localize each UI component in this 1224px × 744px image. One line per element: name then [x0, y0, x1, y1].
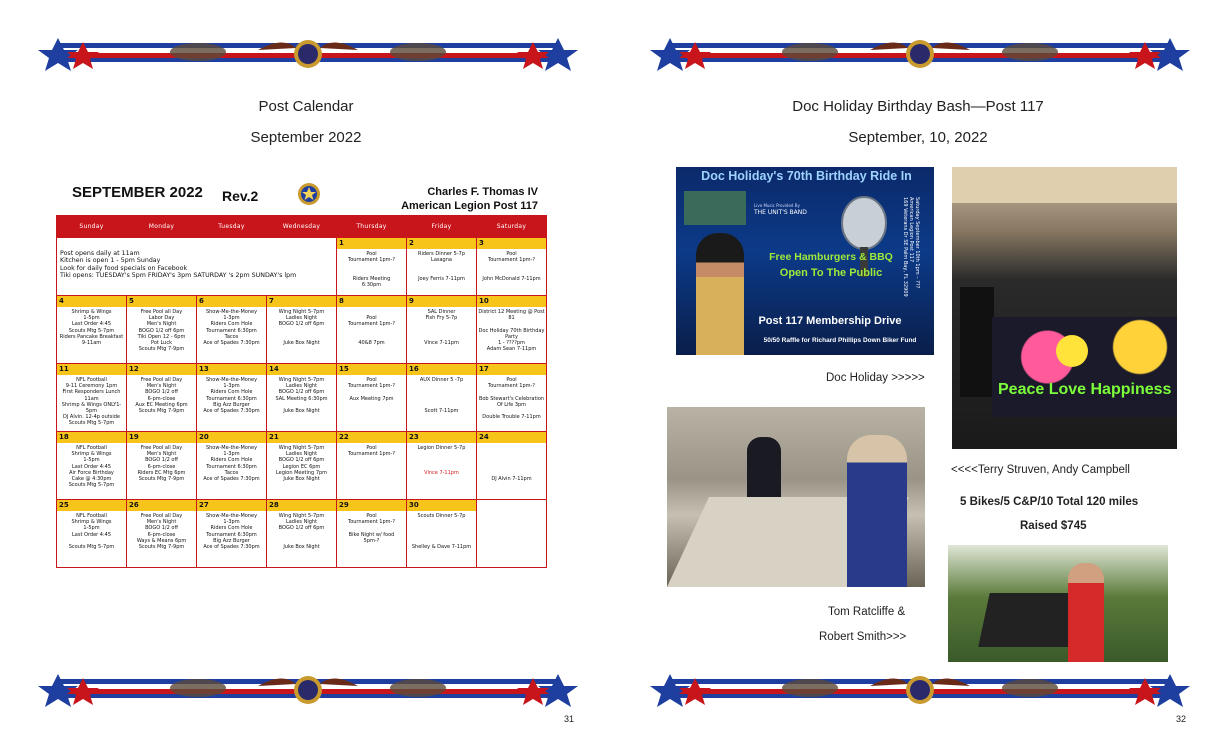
calendar-day-cell: [407, 432, 477, 500]
event-line: Free Pool all Day: [140, 377, 183, 383]
event-line: Tiki Open 12 - 6pm: [137, 333, 186, 340]
event-line: 1-5pm: [83, 525, 100, 532]
event-line: Scott 7-11pm: [424, 408, 459, 415]
event-line: Riders Corn Hole: [210, 457, 253, 464]
day-number: 21: [267, 432, 336, 443]
note-line: Post opens daily at 11am: [60, 250, 140, 257]
event-line: BOGO 1/2 off 6pm: [278, 321, 325, 328]
event-line: Pool: [506, 251, 517, 257]
event-line: BOGO 1/2 off: [145, 525, 178, 532]
calendar-day-cell: [127, 296, 197, 364]
calendar-day-cell: [267, 500, 337, 568]
banner-graphic: [38, 664, 578, 714]
caption-names: <<<<Terry Struven, Andy Campbell: [951, 464, 1130, 476]
peace-love-banner: [992, 317, 1177, 417]
event-line: Labor Day: [148, 315, 175, 322]
event-line: Men's Night: [146, 451, 177, 458]
day-number: 17: [477, 364, 546, 375]
event-line: Juke Box Night: [283, 544, 320, 551]
day-number: 15: [337, 364, 406, 375]
post-org: American Legion Post 117: [401, 200, 538, 212]
event-line: Legion EC 6pm: [282, 463, 321, 470]
day-events: [197, 375, 266, 431]
day-events: [337, 511, 406, 567]
event-line: Aux EC Meeting 6pm: [135, 401, 188, 408]
event-line: Pool: [366, 377, 377, 383]
legion-emblem-icon: [297, 182, 321, 206]
calendar-body: [57, 238, 547, 568]
event-line: Scouts Mtg 7-9pm: [138, 476, 185, 483]
flyer-band: THE UNIT'S BAND: [754, 209, 807, 216]
calendar-day-cell: [197, 296, 267, 364]
calendar-day-cell: [477, 238, 547, 296]
event-line: Tournament 6:30pm: [206, 395, 257, 402]
event-line: NFL Football: [76, 513, 107, 519]
event-line: Riders Meeting: [352, 275, 391, 282]
day-events: [57, 511, 126, 567]
flyer-heading: Doc Holiday's 70th Birthday Ride In: [701, 169, 912, 183]
event-line: Riders Corn Hole: [210, 389, 253, 396]
day-events: [127, 443, 196, 499]
calendar-day-cell: [337, 432, 407, 500]
banner-graphic: [650, 664, 1190, 714]
calendar-week-row: [57, 432, 547, 500]
calendar-day-cell: [337, 364, 407, 432]
smiley-icon: [1056, 335, 1088, 367]
event-line: Riders Corn Hole: [210, 525, 253, 532]
event-line: Free Pool all Day: [140, 309, 183, 315]
calendar-day-cell: [477, 296, 547, 364]
event-line: NFL Football: [76, 445, 107, 451]
calendar-day-cell: [127, 500, 197, 568]
calendar-week-row: [57, 500, 547, 568]
event-line: Tournament 6:30pm: [206, 327, 257, 334]
event-line: Scouts Mtg 5-7pm: [68, 420, 115, 427]
day-number: 30: [407, 500, 476, 511]
day-number: 1: [337, 238, 406, 249]
day-header: Sunday: [57, 216, 127, 238]
flyer-drive: Post 117 Membership Drive: [758, 315, 902, 327]
event-line: Double Trouble 7-11pm: [482, 414, 541, 421]
event-line: BOGO 1/2 off: [145, 389, 178, 396]
cook-man: [1068, 563, 1104, 662]
event-line: Air Force Birthday: [69, 469, 114, 476]
patriotic-banner-bottom-left: [38, 664, 578, 714]
event-line: Ace of Spades 7:30pm: [203, 476, 260, 483]
event-line: Ace of Spades 7:30pm: [203, 340, 260, 347]
event-line: Shrimp & Wings: [71, 519, 112, 526]
event-line: Riders Corn Hole: [210, 321, 253, 328]
event-line: Ladies Night: [285, 383, 318, 390]
event-line: Last Order 4:45: [71, 321, 112, 328]
day-header: Tuesday: [197, 216, 267, 238]
day-number: 2: [407, 238, 476, 249]
note-line: Kitchen is open 1 - 5pm Sunday: [60, 257, 161, 265]
day-events: [407, 443, 476, 499]
event-line: BOGO 1/2 off 6pm: [278, 389, 325, 396]
calendar-day-cell: [197, 500, 267, 568]
day-events: [477, 307, 546, 363]
day-events: [337, 375, 406, 431]
buffet-photo: [667, 407, 925, 587]
day-number: 16: [407, 364, 476, 375]
birthday-flyer: [676, 167, 934, 355]
calendar-week-row: [57, 238, 547, 296]
note-line: Tiki opens: TUESDAY's 5pm FRIDAY's 3pm SATURDAY 's 2pm SUNDAY's lpm: [60, 272, 297, 280]
event-line: Bob Stewart's Celebration: [478, 395, 545, 402]
day-events: [127, 511, 196, 567]
event-line: Vince 7-11pm: [424, 469, 459, 476]
calendar-revision: Rev.2: [222, 188, 259, 204]
event-line: Cake @ 4:30pm: [71, 476, 112, 483]
event-line: Party: [505, 333, 518, 340]
event-line: BOGO 1/2 off 6pm: [278, 525, 325, 532]
event-line: 6-pm-close: [147, 395, 176, 402]
right-page-title: Doc Holiday Birthday Bash—Post 117: [792, 98, 1044, 115]
calendar-week-row: [57, 296, 547, 364]
calendar-day-cell: [477, 364, 547, 432]
event-line: 6:30pm: [361, 282, 382, 289]
event-line: Joey Ferris 7-11pm: [418, 275, 465, 282]
day-events: [197, 443, 266, 499]
calendar-month: SEPTEMBER 2022: [72, 184, 203, 201]
event-line: Scouts Mtg 7-9pm: [138, 346, 185, 353]
event-line: Of Life 3pm: [496, 401, 527, 408]
event-line: Wing Night 5-7pm: [278, 309, 325, 315]
event-line: Tacos: [224, 333, 239, 340]
event-line: Men's Night: [146, 383, 177, 390]
calendar-day-cell: [407, 238, 477, 296]
calendar-day-cell: [267, 296, 337, 364]
flyer-food-line2: Open To The Public: [779, 267, 883, 279]
event-line: Shrimp & Wings: [71, 309, 112, 315]
day-number: 11: [57, 364, 126, 375]
event-line: Scouts Mtg 7-9pm: [138, 544, 185, 551]
event-line: Ace of Spades 7:30pm: [203, 544, 260, 551]
day-number: 29: [337, 500, 406, 511]
event-line: Ways & Means 6pm: [136, 537, 187, 544]
day-header: Friday: [407, 216, 477, 238]
right-page-subtitle: September, 10, 2022: [848, 129, 988, 146]
caption-doc-holiday: Doc Holiday >>>>>: [826, 372, 925, 384]
day-events: [477, 375, 546, 431]
flyer-side-line3: 169 Veterans Dr SE Palm Bay, FL 32909: [902, 197, 908, 297]
band-stage-photo: [952, 167, 1177, 449]
event-line: Tournament 1pm-?: [348, 519, 395, 526]
event-line: BOGO 1/2 off 6pm: [278, 457, 325, 464]
caption-tom: Tom Ratcliffe &: [828, 606, 906, 618]
event-line: 81: [508, 315, 515, 322]
patriotic-banner-top-right: [650, 28, 1190, 78]
calendar-day-cell: [407, 500, 477, 568]
calendar-day-cell: [407, 296, 477, 364]
event-line: 1-5pm: [83, 457, 100, 464]
event-line: Vince 7-11pm: [424, 340, 459, 347]
calendar-day-cell: [57, 432, 127, 500]
event-line: Juke Box Night: [283, 476, 320, 483]
event-line: Aux Meeting 7pm: [349, 395, 394, 402]
event-line: Shelley & Dave 7-11pm: [411, 544, 472, 551]
day-number: 6: [197, 296, 266, 307]
event-line: Pot Luck: [151, 340, 172, 347]
day-number: 8: [337, 296, 406, 307]
day-number: 18: [57, 432, 126, 443]
calendar-day-cell: [477, 432, 547, 500]
stage-speaker: [960, 287, 994, 397]
banner-graphic: [38, 28, 578, 78]
day-events: [57, 443, 126, 499]
tent-canopy: [952, 167, 1177, 203]
calendar-day-cell: [57, 296, 127, 364]
event-line: Pool: [366, 251, 377, 257]
event-line: Pool: [366, 445, 377, 451]
day-number: 26: [127, 500, 196, 511]
day-header: Monday: [127, 216, 197, 238]
event-line: Scouts Mtg 5-7pm: [68, 482, 115, 489]
event-line: Pool: [366, 513, 377, 519]
calendar-day-cell: [57, 364, 127, 432]
day-number: 23: [407, 432, 476, 443]
day-events: [407, 511, 476, 567]
event-line: Riders EC Mtg 6pm: [137, 469, 186, 476]
day-header: Wednesday: [267, 216, 337, 238]
event-line: Juke Box Night: [283, 408, 320, 415]
day-events: [127, 307, 196, 363]
day-number: 28: [267, 500, 336, 511]
day-events: [267, 443, 336, 499]
event-line: Ladies Night: [285, 451, 318, 458]
note-line: Look for daily food specials on Facebook: [60, 264, 188, 272]
event-line: 6-pm-close: [147, 531, 176, 538]
day-header-row: [57, 216, 547, 238]
day-number: 19: [127, 432, 196, 443]
banner-graphic: [650, 28, 1190, 78]
patriotic-banner-top-left: [38, 28, 578, 78]
event-line: Scouts Mtg 7-9pm: [138, 408, 185, 415]
event-line: Show-Me-the-Money: [205, 377, 258, 383]
day-events: [407, 375, 476, 431]
day-events: [267, 511, 336, 567]
event-line: 9-11am: [81, 340, 102, 347]
event-line: Last Order 4:45: [71, 531, 112, 538]
day-number: 7: [267, 296, 336, 307]
event-line: Tournament 1pm-?: [488, 257, 535, 264]
event-line: Doc Holiday 70th Birthday: [478, 327, 545, 334]
event-line: Wing Night 5-7pm: [278, 513, 325, 519]
event-line: Ace of Spades 7:30pm: [203, 408, 260, 415]
event-line: Tournament 6:30pm: [206, 463, 257, 470]
event-line: SAL Meeting 6:30pm: [275, 395, 328, 402]
grill-photo: [948, 545, 1168, 662]
left-page-title: Post Calendar: [258, 98, 354, 115]
day-events: [267, 307, 336, 363]
event-line: Big Azz Burger: [213, 401, 250, 408]
event-line: SAL Dinner: [427, 309, 456, 315]
flyer-side-line1: Saturday September 10th 1pm – ???: [914, 197, 920, 289]
event-line: 40&8 7pm: [358, 340, 385, 347]
band-photo: [684, 191, 746, 225]
day-events: [127, 375, 196, 431]
banner-slogan: Peace Love Happiness: [998, 381, 1172, 398]
event-line: Shrimp & Wings ONLY1-5pm: [61, 401, 122, 415]
event-line: Tournament 1pm-?: [348, 257, 395, 264]
calendar-notes: [57, 238, 337, 296]
event-line: Tournament 1pm-?: [488, 383, 535, 390]
left-page-subtitle: September 2022: [250, 129, 362, 146]
day-number: 5: [127, 296, 196, 307]
event-line: 1 - ????pm: [498, 340, 525, 347]
day-number: 13: [197, 364, 266, 375]
event-line: 9-11 Ceremony 1pm: [65, 383, 118, 390]
event-line: Lasagna: [431, 257, 452, 264]
event-line: Tournament 1pm-?: [348, 321, 395, 328]
patriotic-banner-bottom-right: [650, 664, 1190, 714]
event-line: Scouts Dinner 5-7p: [417, 513, 466, 519]
calendar-day-cell: [267, 364, 337, 432]
calendar-header: [56, 180, 546, 216]
calendar-week-row: [57, 364, 547, 432]
man-in-flag-shirt: [847, 435, 907, 587]
day-number: 9: [407, 296, 476, 307]
calendar-day-cell: [337, 500, 407, 568]
day-number: 27: [197, 500, 266, 511]
event-line: Riders Pancake Breakfast: [59, 333, 124, 340]
caption-raised: Raised $745: [1020, 520, 1087, 532]
day-number: 12: [127, 364, 196, 375]
event-line: Show-Me-the-Money: [205, 445, 258, 451]
day-events: [407, 249, 476, 295]
day-events: [197, 307, 266, 363]
day-events: [57, 375, 126, 431]
day-events: [267, 375, 336, 431]
event-line: Bike Night w/ food: [348, 531, 395, 538]
event-line: NFL Football: [76, 377, 107, 383]
day-events: [337, 443, 406, 499]
day-number: 14: [267, 364, 336, 375]
flyer-side-line2: American Legion Post 117: [908, 197, 914, 263]
event-line: Ladies Night: [285, 519, 318, 526]
day-number: 20: [197, 432, 266, 443]
day-number: 22: [337, 432, 406, 443]
event-line: First Responders Lunch: [62, 389, 121, 396]
event-line: Scouts Mtg 5-7pm: [68, 327, 115, 334]
flyer-side-text: [902, 197, 928, 327]
page-number-right: 32: [1176, 714, 1187, 724]
event-line: Shrimp & Wings: [71, 451, 112, 458]
event-line: Big Azz Burger: [213, 537, 250, 544]
event-line: BOGO 1/2 off: [145, 457, 178, 464]
event-line: 1-3pm: [223, 315, 240, 322]
post-name: Charles F. Thomas IV: [427, 186, 538, 198]
calendar-day-cell: [267, 432, 337, 500]
calendar-table: [56, 215, 547, 568]
event-line: 1-5pm: [83, 315, 100, 322]
event-line: 1-3pm: [223, 451, 240, 458]
event-line: Show-Me-the-Money: [205, 513, 258, 519]
flyer-band-small: Live Music Provided By: [754, 203, 800, 208]
event-line: Tournament 1pm-?: [348, 451, 395, 458]
caption-robert: Robert Smith>>>: [819, 631, 907, 643]
calendar-day-cell: [127, 364, 197, 432]
event-line: Free Pool all Day: [140, 513, 183, 519]
event-line: Wing Night 5-7pm: [278, 445, 325, 451]
event-line: BOGO 1/2 off 6pm: [138, 327, 185, 334]
event-line: Riders Dinner 5-7p: [417, 251, 465, 257]
day-number: 3: [477, 238, 546, 249]
event-line: DJ Alvin. 12-4p outside: [63, 414, 120, 421]
calendar-empty-cell: [477, 500, 547, 568]
event-line: Ladies Night: [285, 315, 318, 322]
event-line: Juke Box Night: [283, 340, 320, 347]
calendar-day-cell: [407, 364, 477, 432]
event-line: Men's Night: [146, 519, 177, 526]
flyer-raffle: 50/50 Raffle for Richard Phillips Down Biker Fund: [763, 337, 917, 344]
day-events: [57, 307, 126, 363]
page-number-left: 31: [564, 714, 575, 724]
event-line: Pool: [506, 377, 517, 383]
doc-holiday-figure: [696, 233, 744, 355]
right-page: [612, 0, 1224, 744]
event-line: 11am: [84, 395, 99, 402]
event-line: Scouts Mtg 5-7pm: [68, 544, 115, 551]
event-line: 1-3pm: [223, 383, 240, 390]
calendar-day-cell: [57, 500, 127, 568]
caption-bikes: 5 Bikes/5 C&P/10 Total 120 miles: [960, 496, 1139, 508]
day-header: Saturday: [477, 216, 547, 238]
day-number: 4: [57, 296, 126, 307]
event-line: District 12 Meeting @ Post: [478, 309, 545, 315]
event-line: Show-Me-the-Money: [205, 309, 258, 315]
event-line: Last Order 4:45: [71, 463, 112, 470]
calendar-day-cell: [127, 432, 197, 500]
day-events: [477, 249, 546, 295]
day-events: [477, 443, 546, 499]
event-line: 1-3pm: [223, 519, 240, 526]
event-line: 6-pm-close: [147, 463, 176, 470]
calendar-day-cell: [337, 296, 407, 364]
flyer-food-line1: Free Hamburgers & BBQ: [769, 251, 893, 263]
event-line: AUX Dinner 5 -7p: [419, 377, 464, 383]
calendar-day-cell: [197, 364, 267, 432]
day-events: [337, 249, 406, 295]
event-line: Men's Night: [146, 321, 177, 328]
server-woman: [747, 437, 781, 497]
event-line: Tournament 1pm-?: [348, 383, 395, 390]
event-line: John McDonald 7-11pm: [482, 275, 541, 282]
event-line: Pool: [366, 315, 377, 322]
day-events: [197, 511, 266, 567]
day-events: [337, 307, 406, 363]
event-line: Free Pool all Day: [140, 445, 183, 451]
event-line: Fish Fry 5-7p: [425, 315, 458, 322]
day-events: [407, 307, 476, 363]
event-line: 5pm-?: [363, 537, 380, 544]
day-number: 10: [477, 296, 546, 307]
day-number: 25: [57, 500, 126, 511]
calendar-day-cell: [337, 238, 407, 296]
event-line: Tacos: [224, 469, 239, 476]
event-line: Wing Night 5-7pm: [278, 377, 325, 383]
day-number: 24: [477, 432, 546, 443]
event-line: Legion Dinner 5-7p: [417, 445, 466, 451]
day-header: Thursday: [337, 216, 407, 238]
event-line: DJ Alvin 7-11pm: [491, 476, 532, 483]
event-line: Adam Sean 7-11pm: [486, 346, 537, 353]
event-line: Tournament 6:30pm: [206, 531, 257, 538]
calendar-day-cell: [197, 432, 267, 500]
event-line: Legion Meeting 7pm: [275, 469, 328, 476]
